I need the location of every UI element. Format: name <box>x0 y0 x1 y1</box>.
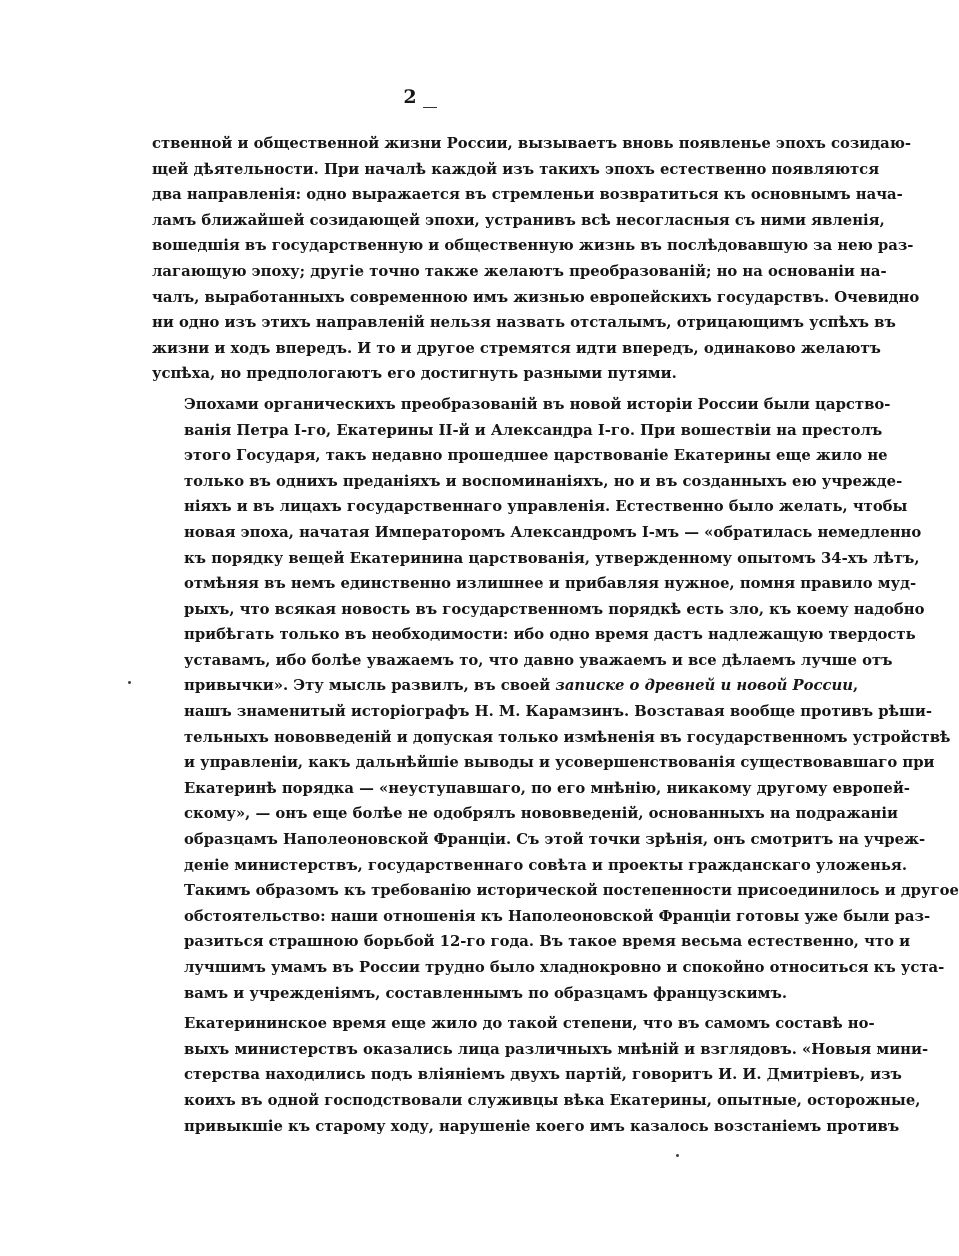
page-number: 2 <box>403 86 417 108</box>
text-line: вамъ и учрежденіямъ, составленнымъ по образцамъ французскимъ. <box>184 984 787 1002</box>
text-line: привычки». Эту мысль развилъ, въ своей записке о древней и новой России, <box>184 677 859 695</box>
text-line: и управленіи, какъ дальнѣйшіе выводы и усовершенствованія существовавшаго при <box>184 754 935 772</box>
text-line: нашъ знаменитый исторіографъ Н. М. Карамзинъ. Возставая вообще противъ рѣши- <box>184 703 933 721</box>
text-line: ламъ ближайшей созидающей эпохи, устранивъ всѣ несогласныя съ ними явленія, <box>152 211 885 229</box>
text-line: новая эпоха, начатая Императоромъ Александромъ I-мъ — «обратилась немедленно <box>184 523 922 541</box>
paragraph-3 <box>152 1011 929 1139</box>
text-line: ственной и общественной жизни России, вызываетъ вновь появленье эпохъ созидаю- <box>152 135 912 152</box>
paragraph-2 <box>152 392 959 1006</box>
text-line: тельныхъ нововведеній и допуская только измѣненія въ государственномъ устройствѣ <box>184 728 951 746</box>
paragraph-1 <box>152 131 920 387</box>
print-speck <box>676 1154 679 1157</box>
text-line: стерства находились подъ вліяніемъ двухъ партій, говоритъ И. И. Дмитріевъ, изъ <box>184 1066 902 1084</box>
text-line: разиться страшною борьбой 12-го года. Въ такое время весьма естественно, что и <box>184 933 911 951</box>
text-line: Эпохами органическихъ преобразованій въ новой исторіи России были царство- <box>184 395 891 413</box>
text-line: лучшимъ умамъ въ России трудно было хладнокровно и спокойно относиться къ уста- <box>184 959 945 976</box>
text-line: коихъ въ одной господствовали служивцы вѣка Екатерины, опытные, осторожные, <box>184 1091 921 1109</box>
header-dash <box>423 107 437 108</box>
text-line: привыкшіе къ старому ходу, нарушеніе коего имъ казалось возстаніемъ противъ <box>184 1117 900 1135</box>
text-line: скому», — онъ еще болѣе не одобрялъ нововведеній, основанныхъ на подражаніи <box>184 805 898 823</box>
text-line: Екатерининское время еще жило до такой степени, что въ самомъ составѣ но- <box>184 1015 875 1033</box>
text-line: прибѣгать только въ необходимости: ибо одно время дастъ надлежащую твердость <box>184 626 916 644</box>
text-line: успѣха, но предпологаютъ его достигнуть разными путями. <box>152 365 677 383</box>
text-line: два направленія: одно выражается въ стремленьи возвратиться къ основнымъ нача- <box>152 186 903 204</box>
text-line: образцамъ Наполеоновской Франціи. Съ этой точки зрѣнія, онъ смотритъ на учреж- <box>184 831 926 849</box>
text-line: выхъ министерствъ оказались лица различныхъ мнѣній и взглядовъ. «Новыя мини- <box>184 1040 929 1058</box>
text-line: къ порядку вещей Екатеринина царствованія, утвержденному опытомъ 34-хъ лѣтъ, <box>184 549 920 567</box>
text-line: ніяхъ и въ лицахъ государственнаго управленія. Естественно было желать, чтобы <box>184 498 908 516</box>
text-line: чалъ, выработанныхъ современною имъ жизнью европейскихъ государствъ. Очевидно <box>152 288 920 306</box>
text-line: обстоятельство: наши отношенія къ Наполеоновской Франціи готовы уже были раз- <box>184 907 931 925</box>
print-speck <box>128 681 131 684</box>
body-text <box>152 131 959 1139</box>
text-line: отмѣняя въ немъ единственно излишнее и прибавляя нужное, помня правило муд- <box>184 575 917 593</box>
text-line: Екатеринѣ порядка — «неуступавшаго, по его мнѣнію, никакому другому европей- <box>184 779 910 797</box>
text-line: этого Государя, такъ недавно прошедшее царствованіе Екатерины еще жило не <box>184 447 888 465</box>
text-line: Такимъ образомъ къ требованію исторической постепенности присоединилось и другое <box>184 882 959 900</box>
text-line: деніе министерствъ, государственнаго совѣта и проекты гражданскаго уложенья. <box>184 856 907 874</box>
text-line: только въ однихъ преданіяхъ и воспоминаніяхъ, но и въ созданныхъ ею учрежде- <box>184 472 903 490</box>
text-line: лагающую эпоху; другіе точно также желаютъ преобразованій; но на основаніи на- <box>152 262 887 280</box>
text-line: ванія Петра I-го, Екатерины II-й и Александра I-го. При вошествіи на престолъ <box>184 421 883 439</box>
text-line: щей дѣятельности. При началѣ каждой изъ такихъ эпохъ естественно появляются <box>152 160 880 178</box>
text-line: ни одно изъ этихъ направленій нельзя назвать отсталымъ, отрицающимъ успѣхъ въ <box>152 314 896 332</box>
text-line: уставамъ, ибо болѣе уважаемъ то, что давно уважаемъ и все дѣлаемъ лучше отъ <box>184 651 893 669</box>
text-line: жизни и ходъ впередъ. И то и другое стремятся идти впередъ, одинаково желаютъ <box>152 339 881 357</box>
text-line: рыхъ, что всякая новость въ государственномъ порядкѣ есть зло, къ коему надобно <box>184 600 925 618</box>
text-line: вошедшія въ государственную и общественную жизнь въ послѣдовавшую за нею раз- <box>152 237 914 255</box>
